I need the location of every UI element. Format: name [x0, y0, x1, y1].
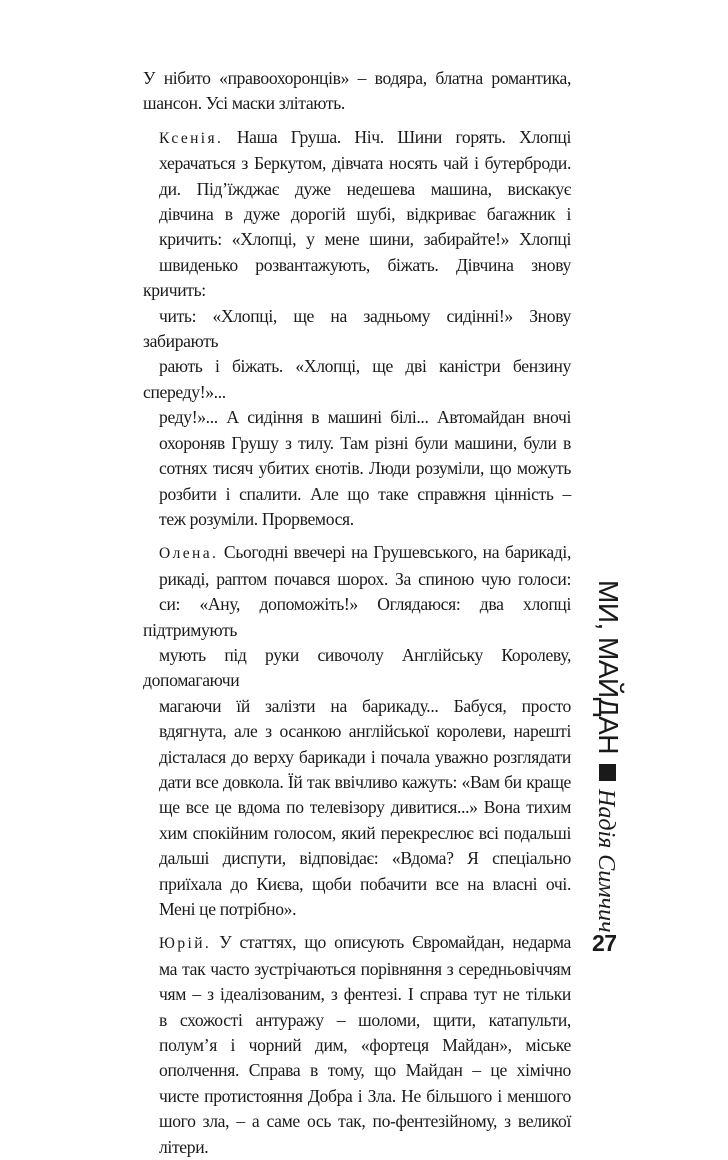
- text-line: охороняв Грушу з тилу. Там різні були машини, були в: [159, 432, 571, 453]
- text-line: У нібито «правоохоронців» – водяра, блатна романтика,: [143, 68, 571, 88]
- text-line: хим спокійним голосом, який перекреслює всі подальші: [159, 822, 571, 843]
- text-line: ополчення. Справа в тому, що Майдан – це хімічно: [159, 1060, 571, 1081]
- paragraph-intro: [143, 66, 571, 117]
- text-line: ма так часто зустрічаються порівняння з середньовіччям: [159, 958, 571, 979]
- paragraph-ksenia: [143, 125, 571, 533]
- paragraph-olena: [143, 540, 571, 922]
- text-line: си: «Ану, допоможіть!» Оглядаюся: два хлопці підтримують: [143, 594, 571, 640]
- text-line: розбити і спалити. Але що таке справжня цінність –: [159, 483, 571, 504]
- text-line: рикаді, раптом почався шорох. За спиною чую голоси:: [159, 568, 571, 589]
- speaker-name: Ксенія.: [159, 129, 224, 147]
- text-line: сотнях тисяч убитих єнотів. Люди розуміли, що можуть: [159, 458, 571, 479]
- text-line: мують під руки сивочолу Англійську Королеву, допомагаючи: [143, 644, 571, 691]
- text-line: дати все довкола. Їй так ввічливо кажуть: «Вам би краще: [159, 771, 571, 792]
- text-line: літери.: [159, 1136, 209, 1157]
- square-separator-icon: [599, 764, 616, 781]
- text-line: чям – з ідеалізованим, з фентезі. І справа тут не тільки: [159, 984, 571, 1005]
- text-line: магаючи їй залізти на барикаду... Бабуся, просто: [159, 695, 571, 716]
- text-line: ще все це вдома по телевізору дивитися...» Вона тихим: [159, 797, 571, 818]
- text-line: херачаться з Беркутом, дівчата носять чай і бутерброди.: [159, 153, 571, 174]
- text-line: реду!»... А сидіння в машині білі... Автомайдан вночі: [159, 407, 571, 428]
- text-line: Олена. Сьогодні ввечері на Грушевського, на барикаді,: [159, 542, 571, 563]
- speaker-name: Юрій.: [159, 935, 212, 953]
- text-line: Юрій. У статтях, що описують Євромайдан, недарма: [159, 932, 571, 953]
- text-line: Ксенія. Наша Груша. Ніч. Шини горять. Хлопці: [159, 126, 571, 147]
- paragraph-yurii: [143, 930, 571, 1160]
- body-text: [143, 66, 571, 1160]
- text-line: чить: «Хлопці, ще на задньому сидінні!» Знову забирають: [143, 305, 571, 352]
- text-line: рають і біжать. «Хлопці, ще дві каністри бензину спереду!»...: [143, 356, 571, 402]
- text-line: ди. Під’їжджає дуже недешева машина, вискакує: [159, 178, 571, 199]
- book-title: МИ, МАЙДАН: [593, 580, 624, 754]
- text-line: дівчина в дуже дорогій шубі, відкриває багажник і: [159, 204, 571, 225]
- text-line: полум’я і чорний дим, «фортеця Майдан», міське: [159, 1035, 571, 1056]
- text-line: дісталася до верху барикади і почала уважно розглядати: [159, 746, 571, 767]
- page-number: 27: [592, 930, 617, 956]
- text-line: дальші диспути, відповідає: «Вдома? Я спеціально: [159, 848, 571, 869]
- running-head: [577, 580, 637, 933]
- text-line: швиденько розвантажують, біжать. Дівчина знову кричить:: [143, 254, 571, 301]
- text-line: чисте протистояння Добра і Зла. Не більшого і меншого: [159, 1085, 571, 1106]
- text-line: кричить: «Хлопці, у мене шини, забирайте!» Хлопці: [159, 229, 571, 250]
- speaker-name: Олена.: [159, 545, 219, 563]
- text-line: теж розуміли. Прорвемося.: [159, 508, 354, 529]
- text-line: приїхала до Києва, щоби побачити все на власні очі.: [159, 873, 571, 894]
- text-line: в схожості антуражу – шоломи, щити, катапульти,: [159, 1009, 571, 1030]
- text-line: шансон. Усі маски злітають.: [143, 93, 345, 114]
- text-line: шого зла, – а саме ось так, по-фентезійному, з великої: [159, 1111, 571, 1132]
- text-line: Мені це потрібно».: [159, 899, 297, 919]
- text-line: вдягнута, але з осанкою англійської королеви, нарешті: [159, 721, 571, 742]
- author-name: Надія Симчич: [593, 789, 619, 933]
